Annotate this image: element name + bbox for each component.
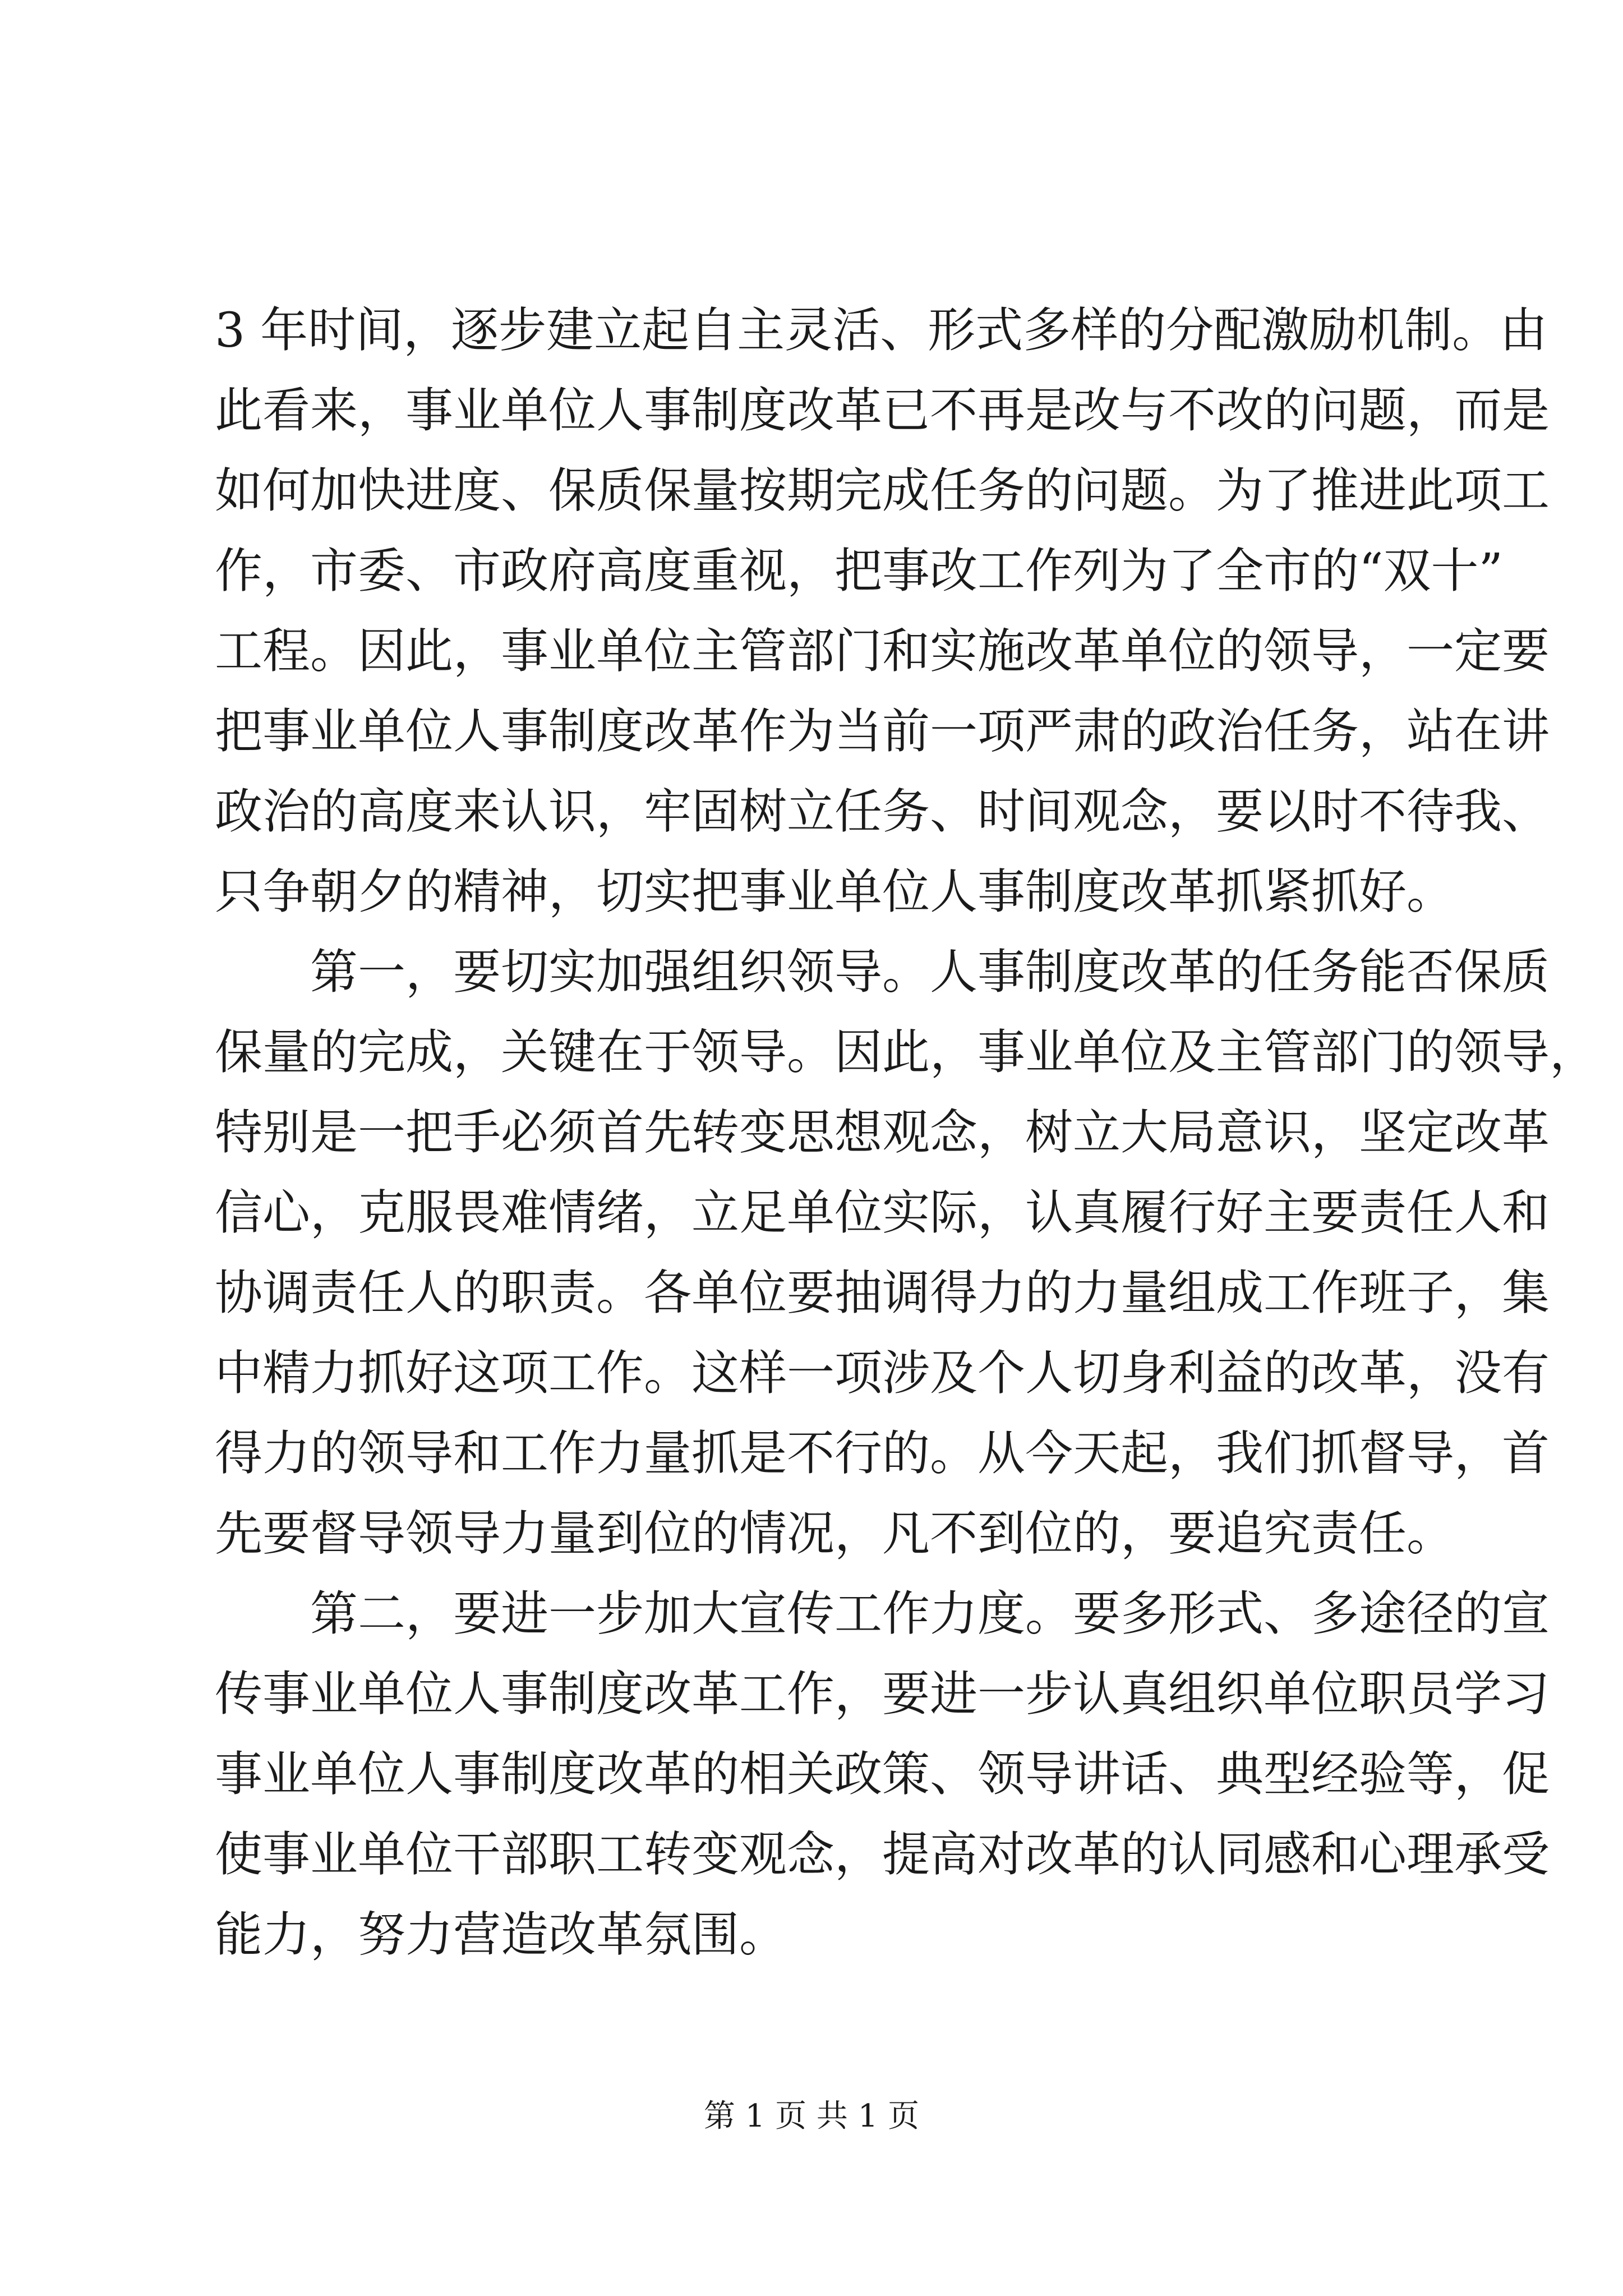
text-line: 政治的高度来认识，牢固树立任务、时间观念，要以时不待我、 [215,784,1550,840]
text-line: 协调责任人的职责。各单位要抽调得力的力量组成工作班子，集 [215,1266,1550,1321]
text-line: 把事业单位人事制度改革作为当前一项严肃的政治任务，站在讲 [215,704,1550,760]
document-body [215,291,1598,1975]
text-line: 第一，要切实加强组织领导。人事制度改革的任务能否保质 [310,945,1550,1000]
text-line: 先要督导领导力量到位的情况，凡不到位的，要追究责任。 [215,1506,1455,1562]
text-line: 此看来，事业单位人事制度改革已不再是改与不改的问题，而是 [215,383,1550,439]
paragraph-2 [215,932,1598,1574]
text-line: 保量的完成，关键在于领导。因此，事业单位及主管部门的领导， [215,1025,1598,1080]
text-line: 3 年时间，逐步建立起自主灵活、形式多样的分配激励机制。由 [215,303,1548,358]
text-line: 特别是一把手必须首先转变思想观念，树立大局意识，坚定改革 [215,1105,1550,1161]
text-line: 第二，要进一步加大宣传工作力度。要多形式、多途径的宣 [310,1586,1550,1642]
text-line: 传事业单位人事制度改革工作，要进一步认真组织单位职员学习 [215,1667,1550,1722]
text-line: 得力的领导和工作力量抓是不行的。从今天起，我们抓督导，首 [215,1426,1550,1481]
text-line: 作，市委、市政府高度重视，把事改工作列为了全市的“双十” [215,544,1503,599]
text-line: 如何加快进度、保质保量按期完成任务的问题。为了推进此项工 [215,463,1550,519]
text-line: 能力，努力营造改革氛围。 [215,1907,787,1963]
text-line: 信心，克服畏难情绪，立足单位实际，认真履行好主要责任人和 [215,1185,1550,1241]
text-line: 工程。因此，事业单位主管部门和实施改革单位的领导，一定要 [215,624,1550,679]
text-line: 使事业单位干部职工转变观念，提高对改革的认同感和心理承受 [215,1827,1550,1883]
page-number-footer: 第 1 页 共 1 页 [703,2098,920,2134]
text-line: 事业单位人事制度改革的相关政策、领导讲话、典型经验等，促 [215,1747,1550,1802]
text-line: 只争朝夕的精神，切实把事业单位人事制度改革抓紧抓好。 [215,864,1455,920]
paragraph-1 [215,291,1550,932]
text-line: 中精力抓好这项工作。这样一项涉及个人切身利益的改革，没有 [215,1346,1550,1401]
paragraph-3 [215,1574,1550,1975]
